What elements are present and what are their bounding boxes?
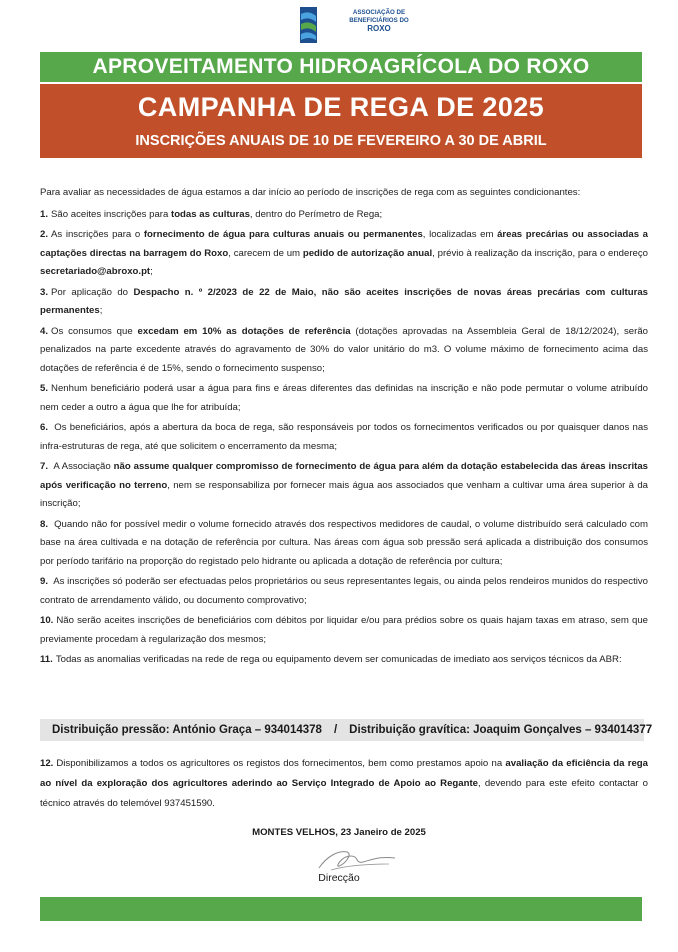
emphasis-text: avaliação da eficiência da rega ao nível da exploração dos agricultores aderindo ao Serviço Integrado de Apoio ao Regante [40, 758, 648, 789]
list-item [40, 651, 648, 670]
item-number: 12. [40, 758, 54, 769]
page-title: APROVEITAMENTO HIDROAGRÍCOLA DO ROXO [92, 55, 590, 78]
document-date: MONTES VELHOS, 23 Janeiro de 2025 [252, 827, 426, 838]
item-text: , carecem de um [228, 247, 303, 259]
contact-gravity: Distribuição gravítica: Joaquim Gonçalves – 934014377 [349, 724, 653, 736]
campaign-banner [40, 84, 642, 158]
title-banner [40, 52, 642, 82]
emphasis-text: secretariado@abroxo.pt [40, 266, 151, 277]
list-item [40, 573, 648, 610]
logo-emblem-icon [298, 6, 320, 44]
item-text: Disponibilizamos a todos os agricultores os registos dos fornecimentos, bem como prestamos apoio na [56, 758, 506, 769]
logo-text [324, 9, 434, 33]
list-item [40, 516, 648, 572]
logo-line-2: BENEFICIÁRIOS DO [349, 17, 409, 24]
conditions-section [40, 184, 648, 672]
signatory-title: Direcção [318, 872, 360, 884]
item-number: 11. [40, 654, 53, 665]
item-number: 2. [40, 229, 49, 240]
contacts-bar [40, 719, 653, 741]
item-text: , devendo para este efeito contactar o técnico através do telemóvel 937451590. [40, 778, 648, 809]
item-text: Os consumos que [51, 325, 138, 337]
item-text: , nem se responsabiliza por fornecer mais água aos associados que venham a cultivar uma área superior à da inscrição; [40, 479, 648, 509]
item-text: ; [150, 266, 153, 277]
item-number: 4. [40, 325, 49, 337]
item-text: , prévio à realização da inscrição, para o endereço [432, 247, 648, 259]
logo-line-3: ROXO [367, 24, 391, 33]
emphasis-text: excedam em 10% as dotações de referência [137, 325, 351, 337]
item-12-paragraph [40, 754, 648, 814]
item-number: 1. [40, 208, 49, 220]
emphasis-text: não assume qualquer compromisso de fornecimento de água para além da dotação estabelecida das áreas inscritas após verificação no terreno [40, 461, 648, 491]
item-text: , localizadas em [422, 229, 498, 240]
conditions-list [40, 206, 648, 670]
list-item [40, 206, 648, 225]
emphasis-text: pedido de autorização anual [302, 247, 433, 259]
item-text: As inscrições para o [51, 229, 144, 240]
logo [298, 6, 418, 46]
item-number: 5. [40, 383, 49, 394]
item-number: 8. [40, 518, 49, 530]
item-number: 3. [40, 286, 49, 298]
item-text: Todas as anomalias verificadas na rede de rega ou equipamento devem ser comunicadas de imediato aos serviços técnicos da ABR: [55, 654, 622, 665]
campaign-title: CAMPANHA DE REGA DE 2025 [137, 92, 545, 122]
item-text: As inscrições só poderão ser efectuadas pelos proprietários ou seus representantes legais, ou ainda pelos rendeiros munidos do respectivo contrato de arrendamento válido, ou documento comprovativo; [40, 576, 648, 606]
emphasis-text: Despacho n. º 2/2023 de 22 de Maio, não são aceites inscrições de novas áreas precárias com culturas permanentes [40, 286, 648, 316]
item-text: Quando não for possível medir o volume fornecido através dos respectivos medidores de caudal, o volume distribuído será calculado com base na área cultivada e na dotação de referência por cultura. Nas áreas com água sob pressão será aplicada a distribuição dos consumos por período tarifário na proporção do registado pelo hidrante ou aplicada a dotação de referência por cultura; [40, 518, 648, 567]
item-number: 10. [40, 615, 54, 626]
contact-separator: / [333, 724, 338, 736]
list-item [40, 612, 648, 649]
item-text: (dotações aprovadas na Assembleia Geral de 18/12/2024), serão penalizados na parte excedente através do agravamento de 30% do valor unitário do m3. O volume máximo de fornecimento acima das dotações de referência é de 15%, sendo o fornecimento suspenso; [40, 325, 648, 374]
emphasis-text: todas as culturas [171, 208, 250, 220]
intro-paragraph: Para avaliar as necessidades de água estamos a dar início ao período de inscrições de rega com as seguintes condicionantes: [40, 187, 581, 198]
list-item [40, 323, 648, 379]
item-text: São aceites inscrições para [51, 208, 171, 220]
list-item [40, 419, 648, 456]
emphasis-text: áreas precárias ou associadas a captações directas na barragem do Roxo [40, 229, 649, 259]
logo-line-1: ASSOCIAÇÃO DE [352, 9, 406, 16]
item-text: A Associação [51, 461, 114, 472]
list-item [40, 458, 648, 514]
list-item [40, 380, 648, 417]
item-number: 7. [40, 461, 49, 472]
item-number: 6. [40, 422, 49, 433]
signature-image [305, 842, 405, 876]
contact-pressure: Distribuição pressão: António Graça – 934014378 [52, 724, 322, 736]
item-text: Nenhum beneficiário poderá usar a água para fins e áreas diferentes das definidas na inscrição e não pode permutar o volume atribuído nem ceder a outro a água que lhe for atribuída; [40, 383, 648, 413]
list-item [40, 284, 648, 321]
item-text: Por aplicação do [51, 286, 134, 298]
item-text: Não serão aceites inscrições de beneficiários com débitos por liquidar e/ou para prédios sobre os quais hajam taxas em atraso, sem que previamente procedam à regularização dos mesmos; [40, 615, 648, 645]
campaign-subtitle: INSCRIÇÕES ANUAIS DE 10 DE FEVEREIRO A 30 DE ABRIL [135, 133, 547, 149]
list-item [40, 226, 648, 282]
item-text: , dentro do Perímetro de Rega; [249, 208, 383, 220]
item-text: Os beneficiários, após a abertura da boca de rega, são responsáveis por todos os fornecimentos verificados ou por quaisquer danos nas infra-estruturas de rega, até que solicitem o encerramento da mesma; [40, 422, 648, 452]
item-number: 9. [40, 576, 49, 587]
emphasis-text: fornecimento de água para culturas anuais ou permanentes [143, 229, 423, 240]
item-text: ; [99, 305, 103, 316]
footer-bar [40, 897, 642, 921]
